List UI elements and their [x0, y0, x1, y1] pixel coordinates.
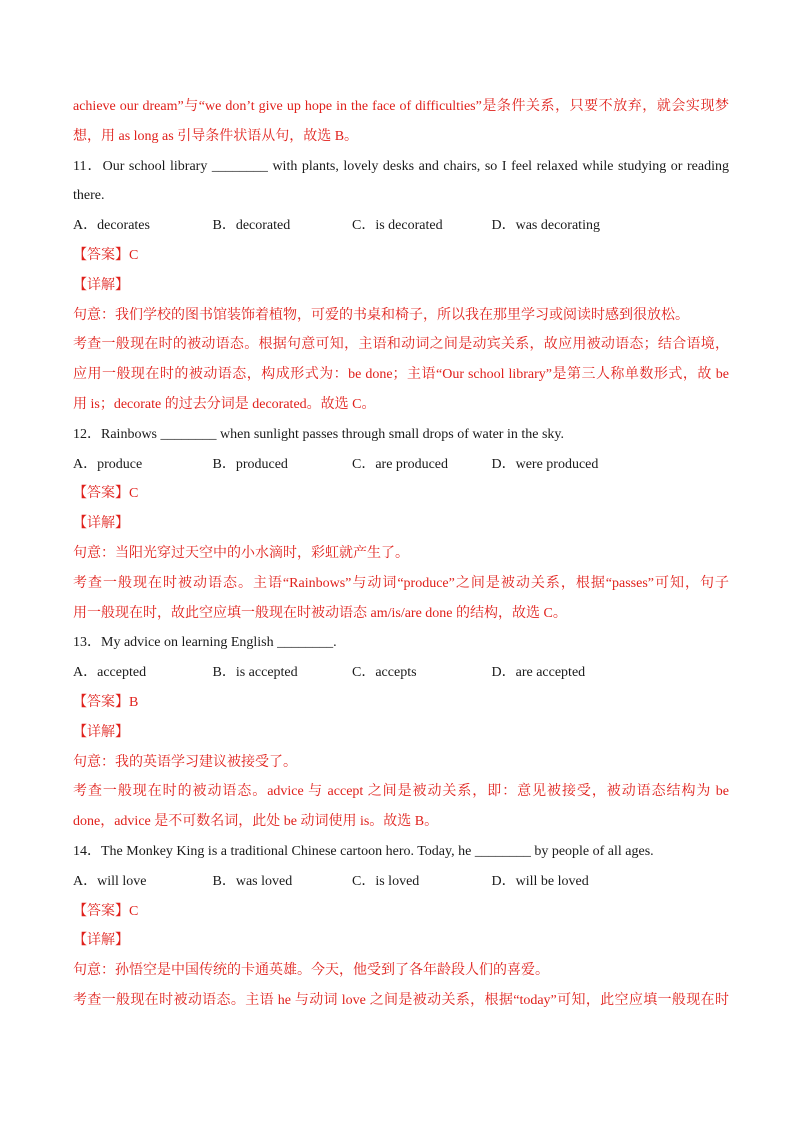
answer-label: 【答案】B — [73, 694, 139, 710]
option-b: B．produced — [212, 456, 288, 472]
option-d: D．are accepted — [491, 665, 586, 681]
detail-label: 【详解】 — [73, 277, 129, 293]
question-block — [73, 628, 729, 837]
page-content — [73, 92, 729, 1016]
option-a: A．will love — [73, 873, 147, 889]
question-stem: 13．My advice on learning English ________. — [73, 635, 337, 651]
explanation-line: 句意：我们学校的图书馆装饰着植物，可爱的书桌和椅子，所以我在那里学习或阅读时感到很放松。 — [73, 307, 689, 323]
explanation-line: done，advice 是不可数名词，此处 be 动词使用 is。故选 B。 — [73, 814, 439, 830]
options-row — [73, 658, 729, 688]
explanation-line: 句意：孙悟空是中国传统的卡通英雄。今天，他受到了各年龄段人们的喜爱。 — [73, 963, 549, 979]
question-block — [73, 152, 729, 420]
option-c: C．is decorated — [352, 218, 443, 234]
explanation-line: 考查一般现在时被动语态。主语“Rainbows”与动词“produce”之间是被动关系，根据“passes”可知，句子 — [73, 575, 729, 591]
answer-label: 【答案】C — [73, 486, 139, 502]
explanation-line: 应用一般现在时的被动语态，构成形式为：be done；主语“Our school library”是第三人称单数形式，故 be — [73, 367, 729, 383]
detail-label: 【详解】 — [73, 933, 129, 949]
option-d: D．will be loved — [491, 873, 589, 889]
explanation-line: 想，用 as long as 引导条件状语从句，故选 B。 — [73, 128, 359, 144]
answer-label: 【答案】C — [73, 247, 139, 263]
option-d: D．was decorating — [491, 218, 600, 234]
question-stem: 12．Rainbows ________ when sunlight passes through small drops of water in the sky. — [73, 426, 564, 442]
option-b: B．decorated — [212, 218, 291, 234]
explanation-line: 用 is；decorate 的过去分词是 decorated。故选 C。 — [73, 396, 376, 412]
option-a: A．accepted — [73, 665, 147, 681]
option-c: C．accepts — [352, 665, 417, 681]
question-block — [73, 837, 729, 1016]
option-c: C．are produced — [352, 456, 449, 472]
question-stem: 11．Our school library ________ with plants, lovely desks and chairs, so I feel relaxed while studying or reading — [73, 158, 729, 174]
answer-label: 【答案】C — [73, 903, 139, 919]
detail-label: 【详解】 — [73, 516, 129, 532]
explanation-line: 用一般现在时，故此空应填一般现在时被动语态 am/is/are done 的结构，故选 C。 — [73, 605, 567, 621]
question-stem: 14．The Monkey King is a traditional Chinese cartoon hero. Today, he ________ by people of all ages. — [73, 843, 654, 859]
question-block — [73, 420, 729, 629]
option-d: D．were produced — [491, 456, 599, 472]
explanation-line: 句意：当阳光穿过天空中的小水滴时，彩虹就产生了。 — [73, 545, 409, 561]
option-a: A．decorates — [73, 218, 150, 234]
explanation-line: achieve our dream”与“we don’t give up hope in the face of difficulties”是条件关系，只要不放弃，就会实现梦 — [73, 99, 729, 114]
explanation-line: 句意：我的英语学习建议被接受了。 — [73, 754, 297, 770]
question-stem: there. — [73, 188, 105, 204]
explanation-line: 考查一般现在时被动语态。主语 he 与动词 love 之间是被动关系，根据“today”可知，此空应填一般现在时 — [73, 992, 729, 1008]
option-c: C．is loved — [352, 873, 420, 889]
option-a: A．produce — [73, 456, 143, 472]
explanation-line: 考查一般现在时的被动语态。advice 与 accept 之间是被动关系，即：意见被接受，被动语态结构为 be — [73, 784, 729, 800]
options-row — [73, 211, 729, 241]
detail-label: 【详解】 — [73, 724, 129, 740]
options-row — [73, 867, 729, 897]
option-b: B．is accepted — [212, 665, 298, 681]
options-row — [73, 450, 729, 480]
explanation-line: 考查一般现在时的被动语态。根据句意可知，主语和动词之间是动宾关系，故应用被动语态；结合语境， — [73, 337, 729, 353]
option-b: B．was loved — [212, 873, 293, 889]
